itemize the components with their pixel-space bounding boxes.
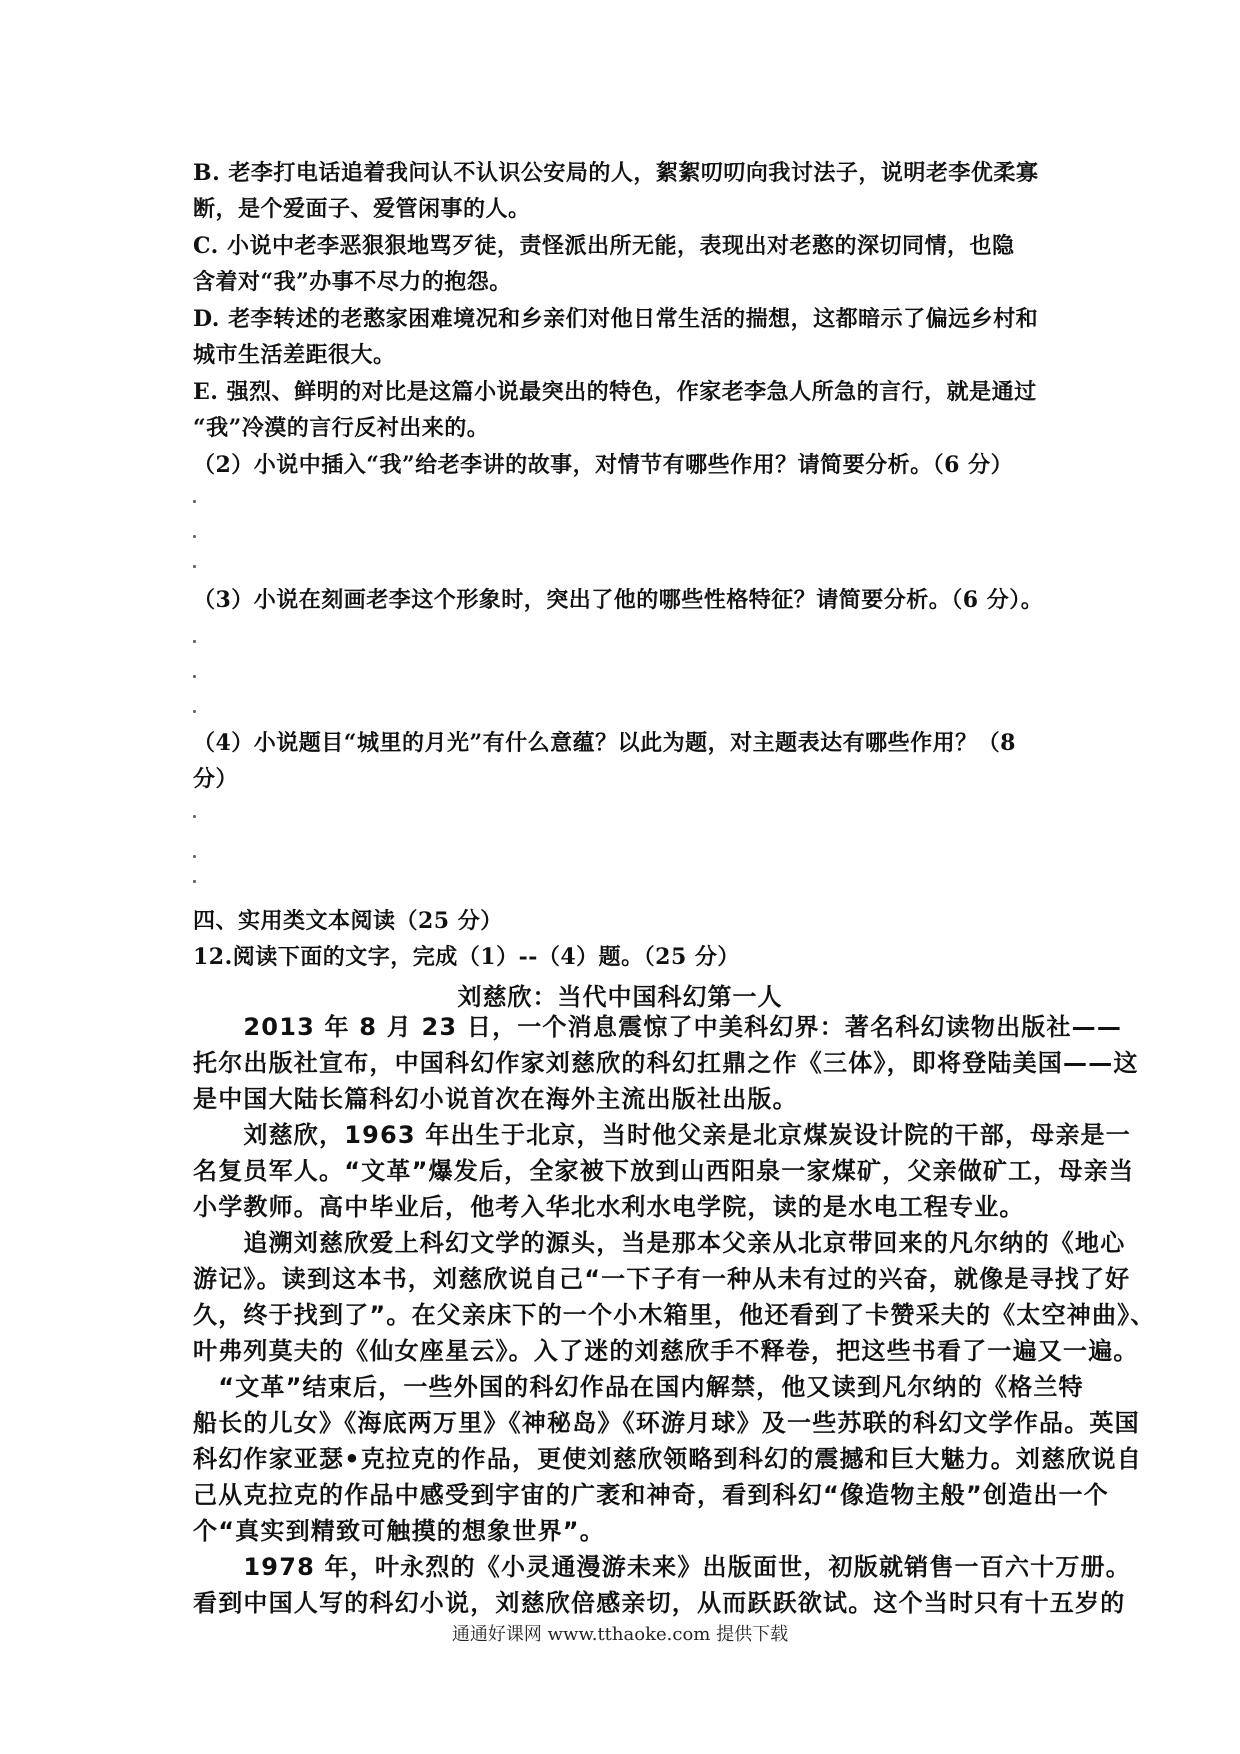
article-line: 追溯刘慈欣爱上科幻文学的源头，当是那本父亲从北京带回来的凡尔纳的《地心 (193, 1229, 1126, 1257)
article-line: 己从克拉克的作品中感受到宇宙的广袤和神奇，看到科幻“像造物主般”创造出一个 (193, 1481, 1109, 1509)
article-line: 2013 年 8 月 23 日，一个消息震惊了中美科幻界：著名科幻读物出版社—— (193, 1013, 1123, 1041)
article-line: 游记》。读到这本书，刘慈欣说自己“一下子有一种从未有过的兴奋，就像是寻找了好 (193, 1265, 1131, 1293)
article-line: 久，终于找到了”。在父亲床下的一个小木箱里，他还看到了卡赞采夫的《太空神曲》、 (193, 1301, 1156, 1329)
option-d-line-2: 城市生活差距很大。 (193, 342, 396, 368)
article-line: “文革”结束后，一些外国的科幻作品在国内解禁，他又读到凡尔纳的《格兰特 (193, 1373, 1084, 1401)
answer-space-dot (193, 880, 196, 883)
answer-space-dot (193, 710, 196, 713)
option-b-line-1: B. 老李打电话追着我问认不认识公安局的人，絮絮叨叨向我讨法子，说明老李优柔寡 (193, 160, 1039, 186)
option-c-line-1: C. 小说中老李恶狠狠地骂歹徒，责怪派出所无能，表现出对老憨的深切同情，也隐 (193, 233, 1015, 259)
option-e-line-1: E. 强烈、鲜明的对比是这篇小说最突出的特色，作家老李急人所急的言行，就是通过 (193, 379, 1037, 405)
article-line: 叶弗列莫夫的《仙女座星云》。入了迷的刘慈欣手不释卷，把这些书看了一遍又一遍。 (193, 1337, 1139, 1365)
article-line: 小学教师。高中毕业后，他考入华北水利水电学院，读的是水电工程专业。 (193, 1193, 1025, 1221)
article-line: 1978 年，叶永烈的《小灵通漫游未来》出版面世，初版就销售一百六十万册。 (193, 1553, 1131, 1581)
page-footer: 通通好课网 www.tthaoke.com 提供下载 (451, 1624, 789, 1645)
option-c-line-2: 含着对“我”办事不尽力的抱怨。 (193, 269, 512, 295)
option-b-line-2: 断，是个爱面子、爱管闲事的人。 (193, 196, 531, 222)
article-title: 刘慈欣：当代中国科幻第一人 (457, 983, 783, 1011)
answer-space-dot (193, 535, 196, 538)
question-2: （2）小说中插入“我”给老李讲的故事，对情节有哪些作用？请简要分析。（6 分） (193, 452, 1014, 478)
article-line: 刘慈欣，1963 年出生于北京，当时他父亲是北京煤炭设计院的干部，母亲是一 (193, 1121, 1131, 1149)
question-4-line-2: 分） (193, 766, 239, 792)
answer-space-dot (193, 675, 196, 678)
article-line: 个“真实到精致可触摸的想象世界”。 (193, 1517, 605, 1545)
option-d-line-1: D. 老李转述的老憨家困难境况和乡亲们对他日常生活的揣想，这都暗示了偏远乡村和 (193, 306, 1039, 332)
article-line: 船长的儿女》《海底两万里》《神秘岛》《环游月球》及一些苏联的科幻文学作品。英国 (193, 1409, 1140, 1437)
article-line: 看到中国人写的科幻小说，刘慈欣倍感亲切，从而跃跃欲试。这个当时只有十五岁的 (193, 1589, 1126, 1617)
answer-space-dot (193, 815, 196, 818)
section-instruction: 12.阅读下面的文字，完成（1）--（4）题。（25 分） (193, 944, 740, 970)
question-3: （3）小说在刻画老李这个形象时，突出了他的哪些性格特征？请简要分析。（6 分）。 (193, 587, 1044, 613)
answer-space-dot (193, 500, 196, 503)
article-line: 科幻作家亚瑟•克拉克的作品，更使刘慈欣领略到科幻的震撼和巨大魅力。刘慈欣说自 (193, 1445, 1142, 1473)
section-heading: 四、实用类文本阅读（25 分） (193, 908, 503, 934)
article-line: 托尔出版社宣布，中国科幻作家刘慈欣的科幻扛鼎之作《三体》，即将登陆美国——这 (193, 1049, 1139, 1077)
option-e-line-2: “我”冷漠的言行反衬出来的。 (193, 415, 490, 441)
article-line: 名复员军人。“文革”爆发后，全家被下放到山西阳泉一家煤矿，父亲做矿工，母亲当 (193, 1157, 1135, 1185)
answer-space-dot (193, 855, 196, 858)
answer-space-dot (193, 640, 196, 643)
question-4-line-1: （4）小说题目“城里的月光”有什么意蕴？以此为题，对主题表达有哪些作用？（8 (193, 730, 1016, 756)
article-line: 是中国大陆长篇科幻小说首次在海外主流出版社出版。 (193, 1085, 798, 1113)
answer-space-dot (193, 565, 196, 568)
